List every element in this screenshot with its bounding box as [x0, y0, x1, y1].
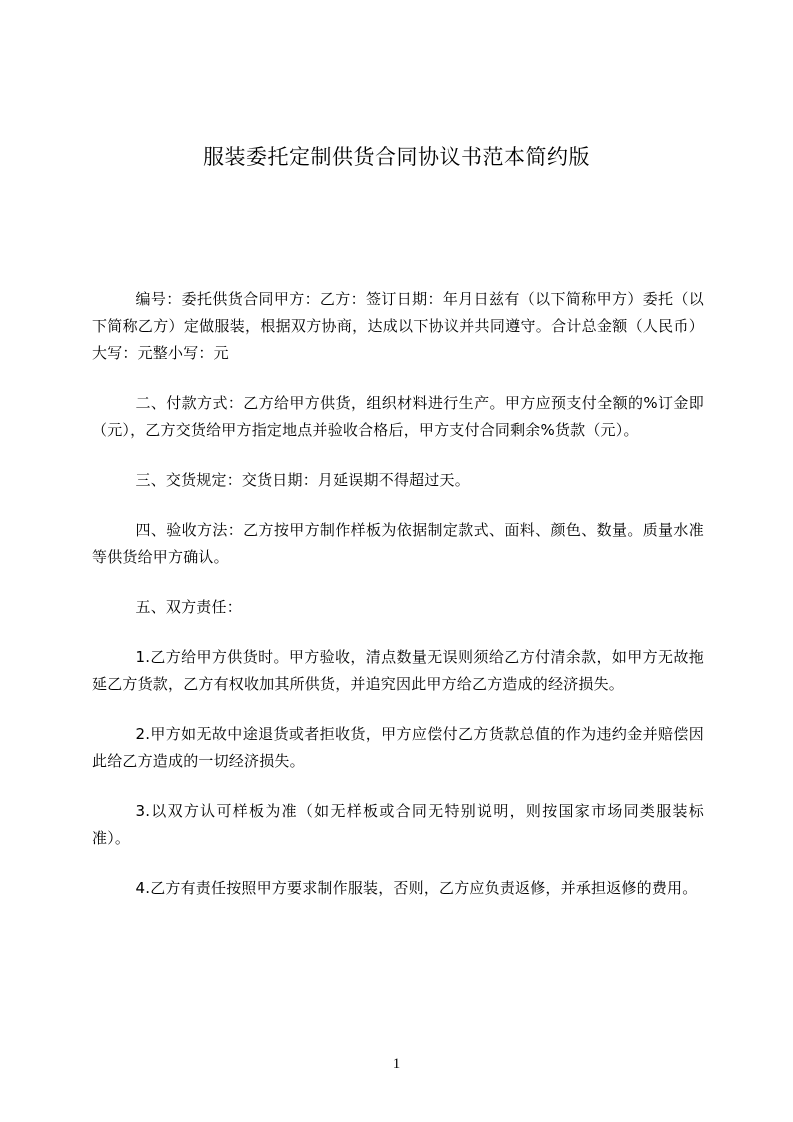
paragraph-delivery: 三、交货规定：交货日期：月延误期不得超过天。: [135, 471, 470, 489]
paragraph-payment: 二、付款方式：乙方给甲方供货，组织材料进行生产。甲方应预支付全额的%订金即（元），乙方交货给甲方指定地点并验收合格后，甲方支付合同剩余%货款（元）。: [92, 394, 704, 439]
paragraph-responsibilities-heading: 五、双方责任：: [135, 598, 242, 616]
paragraph-clause-2: 2.甲方如无故中途退货或者拒收货，甲方应偿付乙方货款总值的作为违约金并赔偿因此给乙方造成的一切经济损失。: [92, 725, 704, 770]
paragraph-acceptance: 四、验收方法：乙方按甲方制作样板为依据制定款式、面料、颜色、数量。质量水准等供货给甲方确认。: [92, 521, 704, 566]
document-body: [92, 286, 704, 925]
paragraph-clause-3: 3.以双方认可样板为准（如无样板或合同无特别说明，则按国家市场同类服装标准）。: [92, 802, 704, 847]
page-number: 1: [392, 1056, 401, 1072]
document-title: 服装委托定制供货合同协议书范本简约版: [203, 145, 590, 169]
paragraph-clause-4: 4.乙方有责任按照甲方要求制作服装，否则，乙方应负责返修，并承担返修的费用。: [135, 879, 698, 897]
paragraph-intro: 编号：委托供货合同甲方：乙方：签订日期：年月日兹有（以下简称甲方）委托（以下简称乙方）定做服装，根据双方协商，达成以下协议并共同遵守。合计总金额（人民币）大写：元整小写：元: [92, 290, 704, 362]
paragraph-clause-1: 1.乙方给甲方供货时。甲方验收，清点数量无误则须给乙方付清余款，如甲方无故拖延乙方货款，乙方有权收加其所供货，并追究因此甲方给乙方造成的经济损失。: [92, 648, 704, 693]
